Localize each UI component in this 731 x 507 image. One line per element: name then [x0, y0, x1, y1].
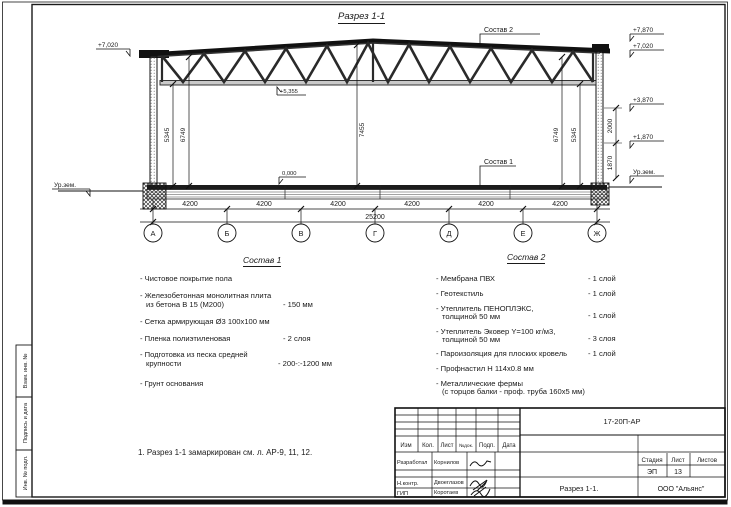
right-foundation — [591, 183, 609, 205]
dim-mid: 7455 — [359, 122, 366, 138]
list-item-line2: толщиной 50 мм — [442, 312, 501, 321]
dim-left-inner: 5345 — [164, 127, 171, 143]
signature — [470, 461, 491, 497]
left-foundation — [143, 183, 166, 209]
list-item-value: - 200-:-1200 мм — [278, 359, 332, 368]
frame-label-vzam: Взам. инв. № — [23, 353, 29, 389]
frame-label-inv: Инв. № подл. — [23, 455, 29, 491]
total-dim: 25200 — [365, 214, 385, 221]
tb-col-izm: Изм — [400, 443, 412, 449]
tb-role-2: Н.контр. — [397, 481, 419, 487]
dim-right-outer: 6749 — [553, 127, 560, 143]
sheet-bottom-band — [3, 500, 728, 505]
level-floor: 0,000 — [282, 171, 297, 177]
level-right-4: +1,870 — [633, 134, 654, 141]
list-item: - Грунт основания — [140, 379, 204, 388]
floor-top-layer — [147, 185, 607, 190]
axis-label: Д — [446, 229, 452, 238]
list-item-value: - 1 слой — [588, 349, 616, 358]
dim-right-inner: 5345 — [571, 127, 578, 143]
list-item-value: - 1 слой — [588, 311, 616, 320]
bay-dim: 4200 — [552, 201, 568, 208]
stage-value: ЭП — [646, 469, 658, 476]
list-item-line2: крупности — [146, 359, 182, 368]
list-item: - Геотекстиль — [436, 289, 484, 298]
tb-col-podp: Подп. — [479, 443, 495, 449]
doc-number: 17-20П-АР — [603, 417, 641, 426]
sheets-label: Листов — [696, 457, 718, 464]
list-item: - Железобетонная монолитная плита — [140, 291, 272, 300]
left-wall — [150, 56, 157, 186]
tb-name-3: Коротаев — [434, 490, 459, 496]
elevation-marks — [52, 34, 664, 196]
list-item-value: - 1 слой — [588, 289, 616, 298]
drawing-title-cell: Разрез 1-1. — [559, 484, 599, 493]
list-item: - Пленка полиэтиленовая — [140, 334, 231, 343]
list-item: - Утеплитель ПЕНОПЛЭКС, — [436, 304, 534, 313]
tb-name-1: Корнилов — [434, 460, 460, 466]
sheet-label: Лист — [671, 457, 685, 464]
frame-label-podpis: Подпись и дата — [23, 402, 29, 444]
list-item-line2: толщиной 50 мм — [442, 335, 501, 344]
level-left-ground: Ур.зем. — [54, 182, 77, 189]
list-item: - Утеплитель Эковер Y=100 кг/м3, — [436, 327, 556, 336]
axis-bubbles — [144, 224, 606, 242]
level-left-top: +7,020 — [98, 42, 119, 49]
list-item-value: - 150 мм — [283, 300, 313, 309]
tb-col-kol: Кол. — [422, 443, 434, 449]
list-item: - Пароизоляция для плоских кровель — [436, 349, 568, 358]
bay-dim: 4200 — [256, 201, 272, 208]
vertical-dim-labels — [164, 118, 614, 170]
list-item-value: - 2 слоя — [283, 334, 311, 343]
sidebar-labels — [23, 354, 29, 491]
list-item-value: - 3 слоя — [588, 334, 616, 343]
dim-right-upper: 2000 — [607, 118, 614, 134]
page-title: Разрез 1-1 — [338, 11, 386, 22]
bottom-dims — [140, 200, 610, 225]
level-chord: +5,355 — [280, 89, 298, 95]
tb-role-3: ГИП — [397, 491, 409, 497]
axis-label: В — [298, 229, 304, 238]
list-item-value: - 1 слой — [588, 274, 616, 283]
list-item: - Металлические фермы — [436, 379, 523, 388]
list-item: - Мембрана ПВХ — [436, 274, 495, 283]
list-item: - Чистовое покрытие пола — [140, 274, 233, 283]
dim-right-lower: 1870 — [607, 155, 614, 171]
axis-label: Б — [224, 229, 230, 238]
sostav1-heading: Состав 1 — [243, 255, 282, 265]
level-right-3: +3,870 — [633, 97, 654, 104]
axis-label: Ж — [593, 229, 601, 238]
list-item: - Сетка армирующая Ø3 100х100 мм — [140, 317, 270, 326]
bay-dim: 4200 — [478, 201, 494, 208]
leader-roof-label: Состав 2 — [484, 27, 514, 34]
bay-dim: 4200 — [182, 201, 198, 208]
company-name: ООО "Альянс" — [657, 486, 705, 493]
sostav2-heading: Состав 2 — [507, 252, 546, 262]
dim-left-outer: 6749 — [180, 127, 187, 143]
bay-dim: 4200 — [330, 201, 346, 208]
axis-label: Г — [372, 229, 378, 238]
tb-name-2: Двоеглазов — [434, 480, 464, 486]
sheet-frame — [3, 2, 728, 505]
list-item: - Профнастил Н 114х0.8 мм — [436, 364, 534, 373]
axis-label: Е — [520, 229, 526, 238]
leader-floor-label: Состав 1 — [484, 159, 514, 166]
right-wall — [596, 50, 603, 186]
tb-role-1: Разработал — [397, 460, 428, 466]
level-right-2: +7,020 — [633, 43, 654, 50]
tb-col-dok: №док. — [458, 444, 474, 449]
bay-dim: 4200 — [404, 201, 420, 208]
level-right-ground: Ур.зем. — [633, 169, 656, 176]
sheet-note: 1. Разрез 1-1 замаркирован см. л. АР-9, 11, 12. — [138, 448, 313, 457]
list-item: - Подготовка из песка средней — [140, 350, 248, 359]
list-item-line2: из бетона В 15 (М200) — [146, 300, 224, 309]
sheet-number: 13 — [674, 469, 682, 476]
tb-col-data: Дата — [502, 443, 516, 449]
level-right-1: +7,870 — [633, 27, 654, 34]
axis-label: А — [150, 229, 156, 238]
stage-label: Стадия — [641, 457, 663, 464]
tb-col-list: Лист — [440, 443, 454, 449]
list-item-line2: (с торцов балки - проф. труба 160х5 мм) — [442, 387, 585, 396]
